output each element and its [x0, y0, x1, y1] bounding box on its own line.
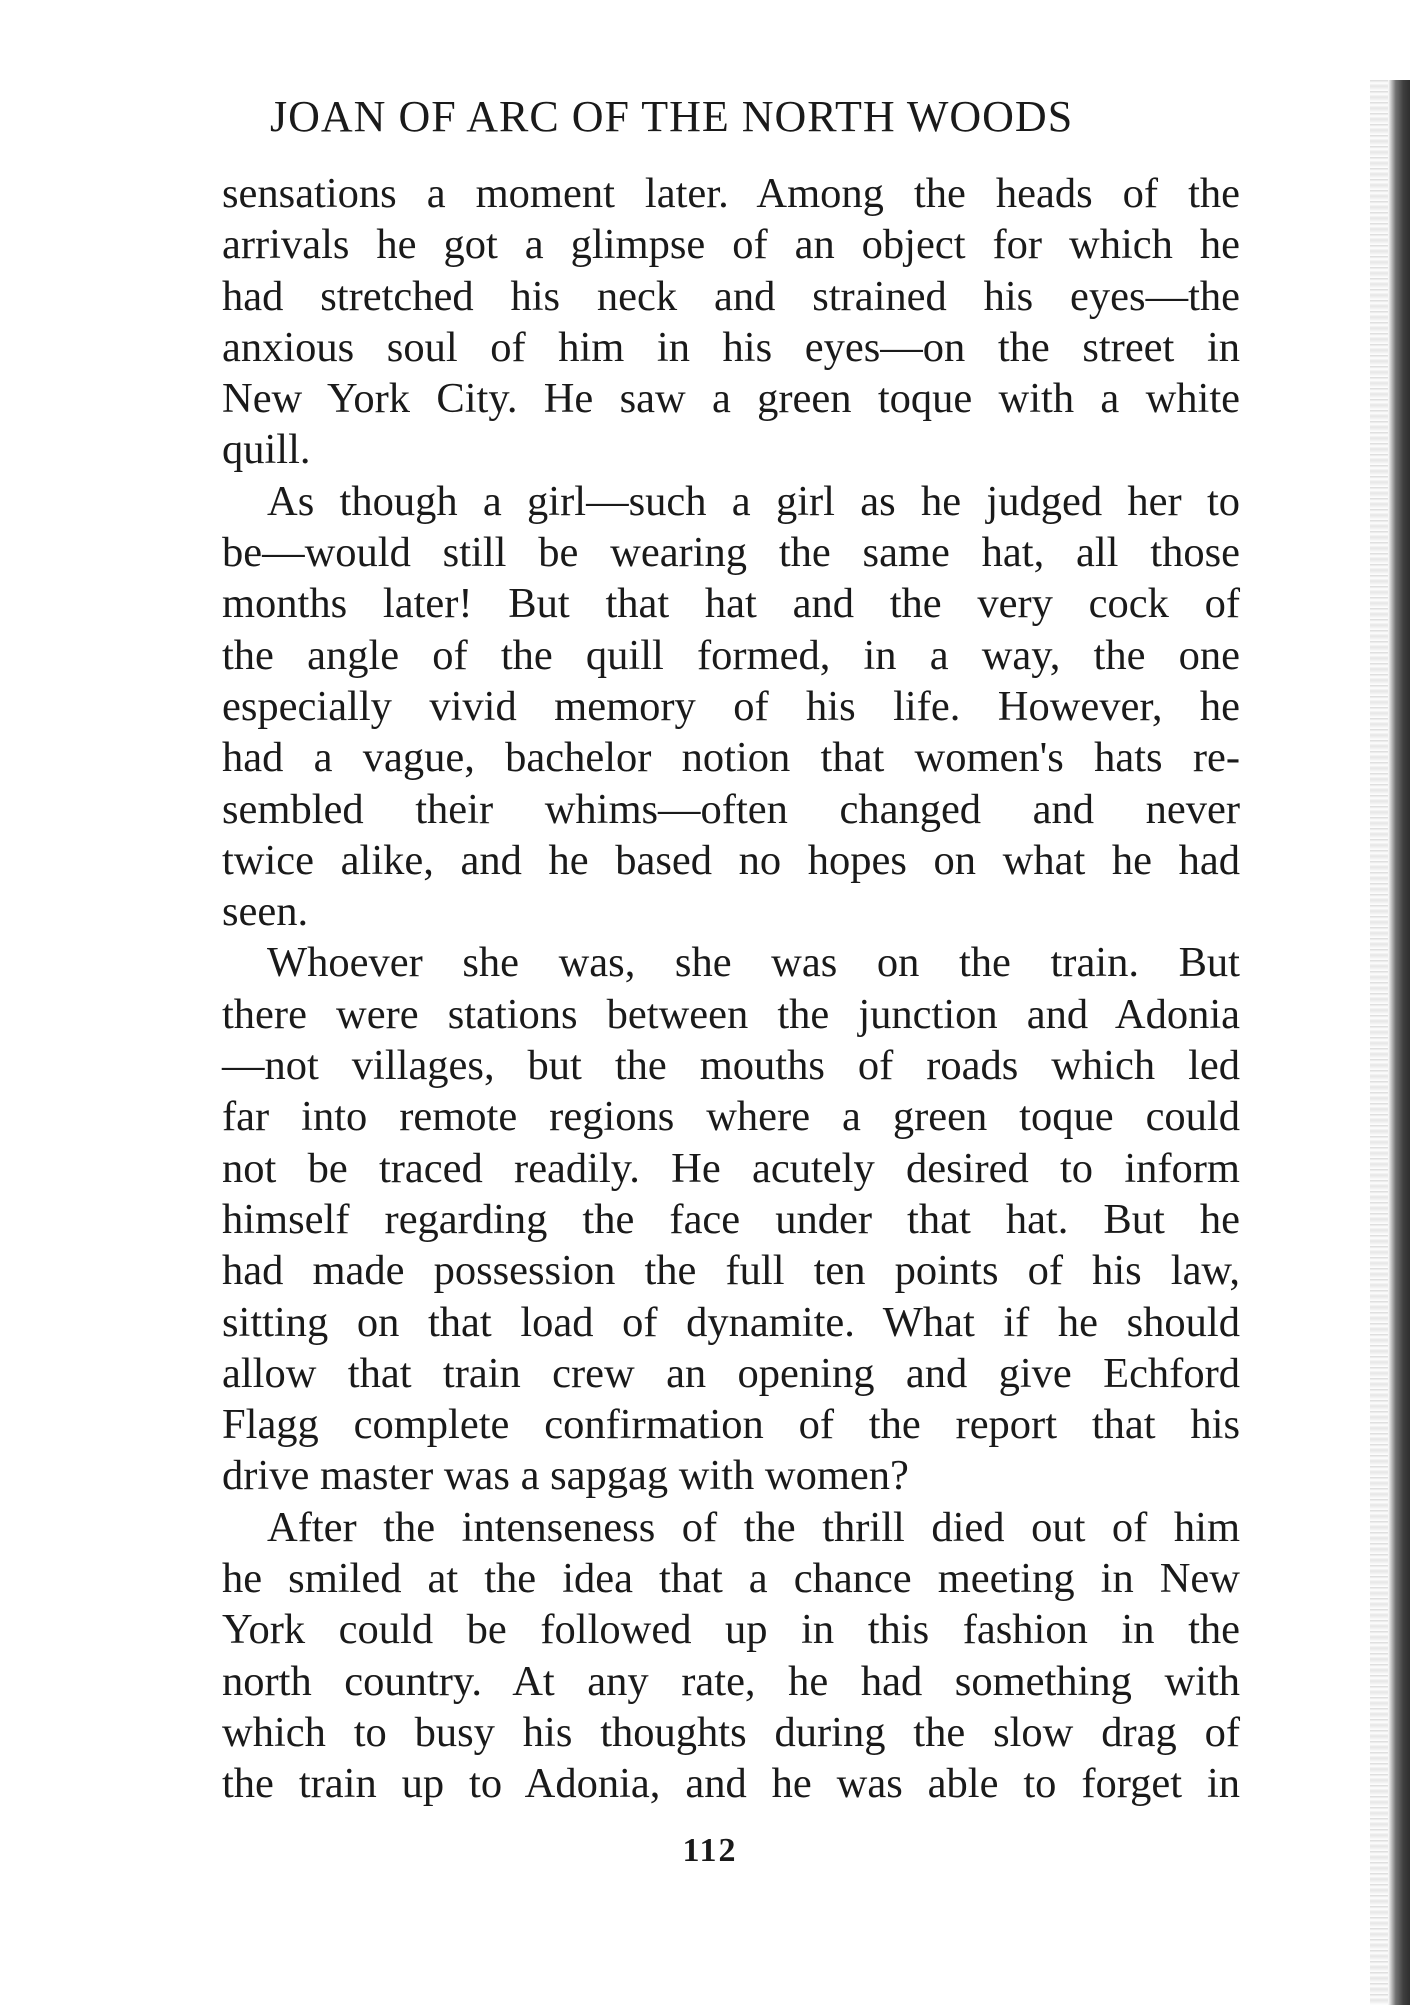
text-line: there were stations between the junction and Adonia [222, 990, 1240, 1038]
text-line: anxious soul of him in his eyes—on the street in [222, 323, 1240, 371]
text-line: drive master was a sapgag with women? [222, 1452, 909, 1500]
text-line: the train up to Adonia, and he was able to forget in [222, 1760, 1240, 1808]
text-line: had made possession the full ten points of his law, [222, 1247, 1240, 1295]
text-line: allow that train crew an opening and give Echford [222, 1349, 1240, 1397]
text-line: the angle of the quill formed, in a way, the one [222, 631, 1240, 679]
text-line: had a vague, bachelor notion that women's hats re- [222, 734, 1240, 782]
text-line: himself regarding the face under that hat. But he [222, 1195, 1240, 1243]
text-line: twice alike, and he based no hopes on what he had [222, 836, 1240, 884]
text-line: As though a girl—such a girl as he judged her to [267, 477, 1240, 525]
text-line: York could be followed up in this fashion in the [222, 1606, 1240, 1654]
page-number: 112 [682, 1832, 738, 1869]
text-line: sembled their whims—often changed and never [222, 785, 1240, 833]
text-line: sitting on that load of dynamite. What if he should [222, 1298, 1240, 1346]
body-text [222, 168, 1240, 1810]
text-line: sensations a moment later. Among the heads of the [222, 170, 1240, 217]
text-line: be—would still be wearing the same hat, all those [222, 529, 1240, 577]
text-line: especially vivid memory of his life. However, he [222, 682, 1240, 730]
text-line: After the intenseness of the thrill died out of him [267, 1503, 1240, 1551]
text-line: arrivals he got a glimpse of an object for which he [222, 221, 1240, 269]
text-line: —not villages, but the mouths of roads which led [222, 1042, 1240, 1090]
text-line: New York City. He saw a green toque with a white [222, 375, 1240, 423]
page-binding-edge [1388, 80, 1410, 2005]
text-line: had stretched his neck and strained his eyes—the [222, 272, 1240, 320]
text-line: quill. [222, 426, 311, 474]
text-line: he smiled at the idea that a chance meeting in New [222, 1555, 1240, 1603]
text-line: not be traced readily. He acutely desired to inform [222, 1144, 1240, 1192]
text-line: seen. [222, 888, 309, 936]
text-line: Flagg complete confirmation of the report that his [222, 1401, 1240, 1449]
text-line: Whoever she was, she was on the train. But [267, 939, 1240, 987]
text-line: months later! But that hat and the very cock of [222, 580, 1240, 628]
running-head: JOAN OF ARC OF THE NORTH WOODS [270, 92, 1074, 141]
text-line: north country. At any rate, he had something with [222, 1657, 1240, 1705]
text-line: far into remote regions where a green toque could [222, 1093, 1240, 1141]
text-line: which to busy his thoughts during the slow drag of [222, 1708, 1240, 1756]
